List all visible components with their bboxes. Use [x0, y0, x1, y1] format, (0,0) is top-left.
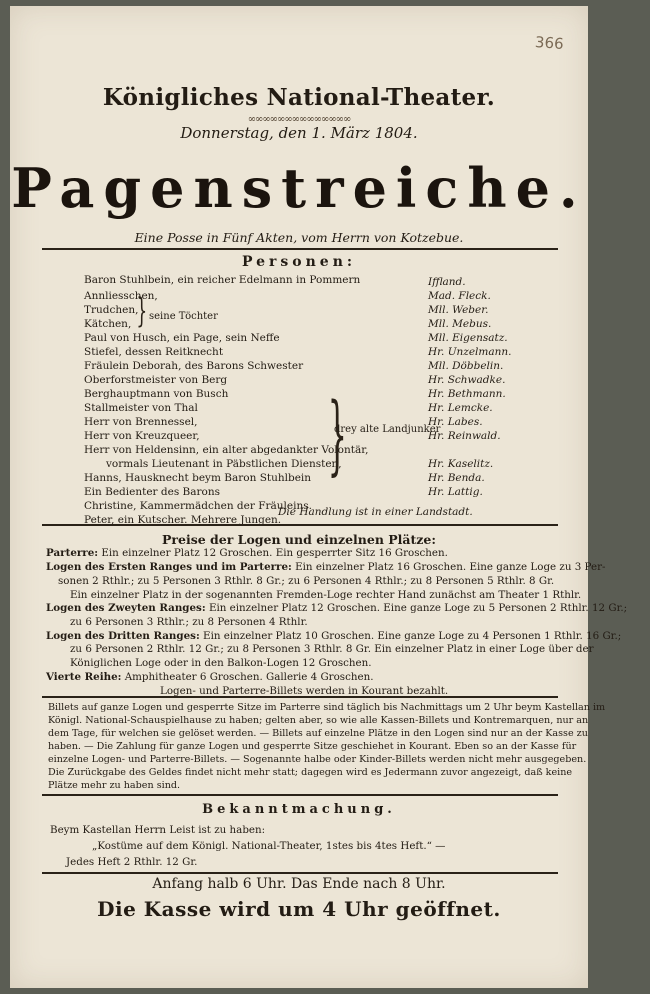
cast-role: Oberforstmeister von Berg	[84, 374, 228, 386]
archive-number: 366	[534, 33, 565, 53]
cast-role: Stallmeister von Thal	[84, 402, 198, 414]
play-title: Pagenstreiche.	[11, 156, 587, 220]
setting-note: Die Handlung ist in einer Landstadt.	[278, 506, 473, 518]
cast-actor: Mll. Mebus.	[428, 318, 492, 330]
price-line	[46, 547, 536, 559]
cast-role: Stiefel, dessen Reitknecht	[84, 346, 224, 358]
performance-date: Donnerstag, den 1. März 1804.	[180, 124, 418, 142]
cast-role: Trudchen,	[84, 304, 139, 316]
cast-actor: Hr. Lattig.	[428, 486, 483, 498]
divider-rule	[42, 696, 558, 698]
price-line-text: zu 6 Personen 2 Rthlr. 12 Gr.; zu 8 Personen 3 Rthlr. 8 Gr. Ein einzelner Platz in einer Loge über der	[70, 643, 594, 655]
price-line-text: Ein einzelner Platz 16 Groschen. Eine ganze Loge zu 3 Per-	[295, 561, 606, 573]
cast-role: vormals Lieutenant in Päbstlichen Diensten,	[106, 458, 342, 470]
divider-rule	[42, 248, 558, 250]
cast-role: Paul von Husch, ein Page, sein Neffe	[84, 332, 280, 344]
notice-line: Königl. National-Schauspielhause zu haben; gelten aber, so wie alle Kassen-Billets und Kontremarquen, nur an	[48, 715, 589, 726]
price-line	[70, 616, 560, 628]
cast-actor: Hr. Bethmann.	[428, 388, 506, 400]
price-line	[70, 589, 582, 601]
playbill-sheet	[10, 6, 628, 988]
cast-actor: Hr. Lemcke.	[428, 402, 493, 414]
cast-role: Kätchen,	[84, 318, 132, 330]
notice-line: Billets auf ganze Logen und gesperrte Sitze im Parterre sind täglich bis Nachmittags um 2 Uhr beym Kastellan im	[48, 702, 606, 713]
price-line-label: Vierte Reihe:	[46, 671, 122, 683]
notice-line: haben. — Die Zahlung für ganze Logen und gesperrte Sitze geschiehet in Kourant. Eben so an der Kasse für	[48, 741, 577, 752]
cast-actor: Mll. Döbbelin.	[428, 360, 504, 372]
cast-actor: Hr. Reinwald.	[428, 430, 501, 442]
price-line-text: zu 6 Personen 3 Rthlr.; zu 8 Personen 4 Rthlr.	[70, 616, 308, 628]
cast-role: Herr von Brennessel,	[84, 416, 198, 428]
price-line	[70, 657, 560, 669]
cast-role: Peter, ein Kutscher. Mehrere Jungen.	[84, 514, 282, 526]
price-line-label: Parterre:	[46, 547, 99, 559]
box-office-notice: Die Kasse wird um 4 Uhr geöffnet.	[97, 897, 501, 921]
notice-line: dem Tage, für welchen sie gelöset werden. — Billets auf einzelne Plätze in den Logen sind nur an der Kasse zu	[48, 728, 588, 739]
cast-actor: Hr. Schwadke.	[428, 374, 506, 386]
prices-heading: Preise der Logen und einzelnen Plätze:	[162, 532, 436, 547]
cast-heading: Personen:	[241, 254, 357, 270]
cast-role: Baron Stuhlbein, ein reicher Edelmann in Pommern	[84, 274, 361, 286]
cast-role: Christine, Kammermädchen der Fräuleins.	[84, 500, 312, 512]
cast-role: Hanns, Hausknecht beym Baron Stuhlbein	[84, 472, 312, 484]
cast-role: Herr von Heldensinn, ein alter abgedankter Volontär,	[84, 444, 369, 456]
brace-junker: }	[327, 385, 347, 485]
play-subtitle: Eine Posse in Fünf Akten, vom Herrn von Kotzebue.	[134, 230, 464, 245]
price-line-text: Ein einzelner Platz in der sogenannten Fremden-Loge rechter Hand zunächst am Theater 1 Rthlr.	[70, 589, 582, 601]
cast-actor: Hr. Unzelmann.	[428, 346, 512, 358]
performance-times: Anfang halb 6 Uhr. Das Ende nach 8 Uhr.	[152, 876, 446, 892]
price-line	[46, 630, 622, 642]
cast-actor: Hr. Labes.	[428, 416, 483, 428]
price-line-text: Königlichen Loge oder in den Balkon-Logen 12 Groschen.	[70, 657, 372, 669]
cast-role: Ein Bedienter des Barons	[84, 486, 221, 498]
divider-rule	[42, 524, 558, 526]
ornament-divider: ∞∞∞∞∞∞∞∞∞∞∞∞∞∞	[247, 114, 351, 125]
divider-rule	[42, 794, 558, 796]
price-line	[46, 671, 536, 683]
price-line-text: Amphitheater 6 Groschen. Gallerie 4 Groschen.	[124, 671, 374, 683]
announcement-heading: Bekanntmachung.	[202, 802, 396, 817]
announcement-line: Jedes Heft 2 Rthlr. 12 Gr.	[66, 856, 198, 868]
price-line-text: Ein einzelner Platz 12 Groschen. Ein gesperrter Sitz 16 Groschen.	[101, 547, 448, 559]
price-line-text: Logen- und Parterre-Billets werden in Kourant bezahlt.	[160, 685, 449, 697]
notice-line: Plätze mehr zu haben sind.	[48, 780, 181, 791]
cast-actor: Mad. Fleck.	[428, 290, 491, 302]
cast-actor: Mll. Weber.	[428, 304, 489, 316]
notice-line: einzelne Logen- und Parterre-Billets. — Sogenannte halbe oder Kinder-Billets werden nicht mehr ausgegeben.	[48, 754, 587, 765]
cast-role: Annliesschen,	[84, 290, 158, 302]
price-line-label: Logen des Dritten Ranges:	[46, 630, 200, 642]
cast-actor: Hr. Benda.	[428, 472, 485, 484]
daughters-label: seine Töchter	[149, 311, 218, 322]
cast-actor: Hr. Kaselitz.	[428, 458, 494, 470]
price-line-label: Logen des Ersten Ranges und im Parterre:	[46, 561, 292, 573]
cast-actor: Mll. Eigensatz.	[428, 332, 508, 344]
price-line-text: Ein einzelner Platz 12 Groschen. Eine ganze Loge zu 5 Personen 2 Rthlr. 12 Gr.;	[208, 602, 628, 614]
theater-name: Königliches National-Theater.	[102, 84, 496, 111]
price-line-text: Ein einzelner Platz 10 Groschen. Eine ganze Loge zu 4 Personen 1 Rthlr. 16 Gr.;	[203, 630, 622, 642]
price-line	[46, 602, 628, 614]
cast-actor: Iffland.	[428, 276, 466, 288]
notice-line: Die Zurückgabe des Geldes findet nicht mehr statt; dagegen wird es Jedermann zuvor angezeigt, daß keine	[48, 767, 573, 778]
cast-role: Fräulein Deborah, des Barons Schwester	[84, 360, 304, 372]
price-line-label: Logen des Zweyten Ranges:	[46, 602, 206, 614]
price-line	[58, 575, 555, 587]
cast-role: Herr von Kreuzqueer,	[84, 430, 200, 442]
announcement-line: „Kostüme auf dem Königl. National-Theater, 1stes bis 4tes Heft.“ —	[92, 840, 446, 852]
price-line	[70, 643, 594, 655]
brace-daughters: }	[136, 291, 148, 331]
price-line	[46, 561, 606, 573]
divider-rule	[42, 872, 558, 874]
price-line-text: sonen 2 Rthlr.; zu 5 Personen 3 Rthlr. 8 Gr.; zu 6 Personen 4 Rthlr.; zu 8 Personen 5 Rthlr. 8 Gr.	[58, 575, 555, 587]
junker-label: drey alte Landjunker	[334, 424, 441, 435]
announcement-line: Beym Kastellan Herrn Leist ist zu haben:	[50, 824, 266, 836]
cast-role: Berghauptmann von Busch	[84, 388, 229, 400]
